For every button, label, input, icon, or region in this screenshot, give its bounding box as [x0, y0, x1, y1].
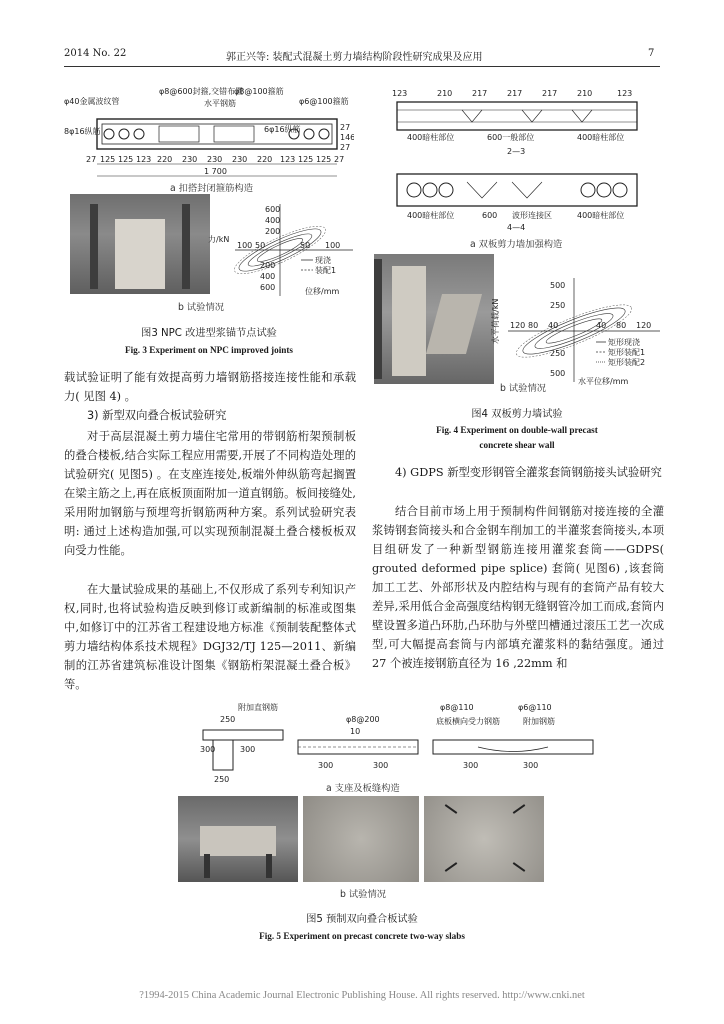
- dim-a6: 210: [577, 89, 593, 98]
- xtick-neg80: 80: [528, 321, 539, 330]
- dim-250a: 250: [220, 715, 236, 724]
- page-number: 7: [648, 48, 655, 59]
- fig5b-photo-1: [178, 796, 298, 882]
- xlabel: 水平位移/mm: [578, 377, 629, 386]
- dim-a2: 210: [437, 89, 453, 98]
- ytick-neg250: 250: [550, 349, 566, 358]
- left-para-1: 载试验证明了能有效提高剪力墙钢筋搭接连接性能和承载力( 见图 4) 。: [64, 371, 356, 403]
- label-stirrup: φ8@600封箍,交错布置: [159, 87, 244, 96]
- legend-1: 矩形现浇: [608, 338, 640, 347]
- dim-5: 220: [157, 155, 173, 164]
- section-4-heading: 4) GDPS 新型变形钢管全灌浆套筒钢筋接头试验研究: [395, 466, 662, 479]
- dim-h1: 27: [340, 123, 351, 132]
- label-added: 附加钢筋: [523, 717, 555, 726]
- fig5-sub-a: a 支座及板缝构造: [326, 783, 400, 794]
- label-rebar2: φ8@110: [440, 703, 474, 712]
- label-rebar3: φ6@110: [518, 703, 552, 712]
- ytick-neg200: 200: [260, 261, 276, 270]
- dim-250b: 250: [214, 775, 230, 784]
- xtick-100: 100: [325, 241, 341, 250]
- label-rebar-top: φ8@100箍筋: [234, 87, 284, 96]
- dim-3: 125: [118, 155, 134, 164]
- fig4b-photo: [374, 254, 494, 384]
- fig3b-photo: [70, 194, 210, 294]
- zone-5: 600: [482, 211, 498, 220]
- label-long2: 6φ16纵筋: [264, 125, 301, 134]
- dim-total: 1 700: [204, 167, 227, 176]
- dim-8: 230: [232, 155, 248, 164]
- fig4-caption-en-1: Fig. 4 Experiment on double-wall precast: [436, 425, 598, 435]
- fig5-sub-b: b 试验情况: [340, 889, 387, 900]
- dim-4: 123: [136, 155, 152, 164]
- dim-300b: 300: [240, 745, 256, 754]
- section-23: 2—3: [507, 147, 526, 156]
- dim-1: 27: [86, 155, 97, 164]
- zone-2: 600一般部位: [487, 133, 535, 142]
- dim-7: 230: [207, 155, 223, 164]
- xtick-50: 50: [300, 241, 311, 250]
- fig5-caption-cn: 图5 预制双向叠合板试验: [306, 914, 418, 925]
- dim-a1: 123: [392, 89, 408, 98]
- dim-10: 123: [280, 155, 296, 164]
- dim-13: 27: [334, 155, 345, 164]
- xtick-40: 40: [596, 321, 607, 330]
- dim-a7: 123: [617, 89, 633, 98]
- ytick-400: 400: [265, 216, 281, 225]
- dim-300e: 300: [463, 761, 479, 770]
- left-para-2: 对于高层混凝土剪力墙住宅常用的带钢筋桁架预制板的叠合楼板,结合实际工程应用需要,开展了不同构造处理的试验研究( 见图5) 。在支座连接处,板端外伸纵筋弯起搁置在梁主筋之上,再在底板顶面附加一道直钢筋。板间接缝处,采用附加钢筋与预埋弯折钢筋两种方案。系列试验研究表明: 通过上述构造加强,可以实现预制混凝土叠合楼板板双向受力性能。: [64, 430, 356, 557]
- dim-300d: 300: [373, 761, 389, 770]
- dim-6: 230: [182, 155, 198, 164]
- zone-7: 400暗柱部位: [577, 211, 625, 220]
- dim-h3: 27: [340, 143, 351, 152]
- fig3-sub-a: a 扣搭封闭箍筋构造: [170, 183, 254, 194]
- left-para-3: 在大量试验成果的基础上,不仅形成了系列专利知识产权,同时,也将试验构造反映到修订或新编制的标准或图集中,如修订中的江苏省工程建设地方标准《预制装配整体式剪力墙结构体系技术规程》DGJ32/TJ 125—2011、新编制的江苏省建筑标准设计图集《钢筋桁架混凝土叠合板》等。: [64, 583, 356, 691]
- label-long1: 8φ16纵筋: [64, 127, 101, 136]
- ytick-500: 500: [550, 281, 566, 290]
- zone-4: 400暗柱部位: [407, 211, 455, 220]
- right-para-1: 结合目前市场上用于预制构件间钢筋对接连接的全灌浆铸钢套筒接头和合金钢车削加工的半灌浆套筒接头,本项目组研发了一种新型钢筋连接用灌浆套筒——GDPS( grouted deformed pipe splice) 套筒( 见图6) ,该套筒加工工艺、外部形状及内腔结构与现有的套筒产品有较大差异,采用低合金高强度结构钢无缝钢管冷加工而成,套筒内壁设置多道凸环肋,凸环肋与外壁凹槽通过滚压工艺一次成型,可大幅提高套筒与内部填充灌浆料的黏结强度。通过 27 个被连接钢筋直径为 16 ,22mm 和: [372, 505, 664, 670]
- xtick-neg120: 120: [510, 321, 526, 330]
- dim-10: 10: [350, 727, 361, 736]
- section-3-heading: 3) 新型双向叠合板试验研究: [87, 409, 227, 422]
- fig5b-photo-3: [424, 796, 544, 882]
- label-corrugated: φ40金属波纹管: [64, 97, 120, 106]
- dim-11: 125: [298, 155, 314, 164]
- fig3-caption-en: Fig. 3 Experiment on NPC improved joints: [124, 345, 293, 355]
- dim-9: 220: [257, 155, 273, 164]
- ytick-600: 600: [265, 205, 281, 214]
- ytick-neg600: 600: [260, 283, 276, 292]
- xtick-neg40: 40: [548, 321, 559, 330]
- fig4b-plot: [478, 276, 662, 386]
- dim-300a: 300: [200, 745, 216, 754]
- ylabel: 水平荷载/kN: [491, 298, 500, 344]
- zone-3: 400暗柱部位: [577, 133, 625, 142]
- fig4-caption-en-2: concrete shear wall: [479, 440, 555, 450]
- fig4-sub-b: b 试验情况: [500, 383, 547, 394]
- zone-1: 400暗柱部位: [407, 133, 455, 142]
- dim-h2: 146: [340, 133, 354, 142]
- fig4-caption-cn: 图4 双板剪力墙试验: [471, 409, 563, 420]
- label-bottom: 底板横向受力钢筋: [436, 717, 500, 726]
- journal-issue: 2014 No. 22: [64, 48, 127, 59]
- header-rule: [64, 66, 660, 67]
- ytick-200: 200: [265, 227, 281, 236]
- label-rebar1: φ8@200: [346, 715, 380, 724]
- copyright-footer: ?1994-2015 China Academic Journal Electronic Publishing House. All rights reserved. http://www.cnki.net: [139, 990, 585, 1001]
- dim-300f: 300: [523, 761, 539, 770]
- fig5-caption-en: Fig. 5 Experiment on precast concrete two-way slabs: [259, 931, 465, 941]
- xtick-80: 80: [616, 321, 627, 330]
- fig3-caption-cn: 图3 NPC 改进型浆锚节点试验: [141, 328, 277, 339]
- fig3-sub-b: b 试验情况: [178, 302, 225, 313]
- zone-6: 波形连接区: [512, 211, 552, 220]
- ylabel: 力/kN: [208, 235, 230, 244]
- label-rebar-right: φ6@100箍筋: [299, 97, 349, 106]
- xlabel: 位移/mm: [305, 287, 340, 296]
- fig4-sub-a: a 双板剪力墙加强构造: [470, 239, 563, 250]
- dim-a3: 217: [472, 89, 488, 98]
- dim-2: 125: [100, 155, 116, 164]
- ytick-neg500: 500: [550, 369, 566, 378]
- fig4a-drawing: [372, 84, 662, 244]
- ytick-neg400: 400: [260, 272, 276, 281]
- xtick-120: 120: [636, 321, 652, 330]
- fig5b-photo-2: [303, 796, 419, 882]
- section-44: 4—4: [507, 223, 526, 232]
- dim-a4: 217: [507, 89, 523, 98]
- dim-a5: 217: [542, 89, 558, 98]
- fig3a-drawing: [64, 84, 354, 194]
- dim-300c: 300: [318, 761, 334, 770]
- xtick-neg100: 100: [237, 241, 253, 250]
- label-horizontal: 水平钢筋: [204, 99, 236, 108]
- legend-2: 装配1: [315, 266, 337, 275]
- legend-2: 矩形装配1: [608, 348, 646, 357]
- ytick-250: 250: [550, 301, 566, 310]
- xtick-neg50: 50: [255, 241, 266, 250]
- fig3b-plot: [205, 202, 355, 298]
- running-title: 郭正兴等: 装配式混凝土剪力墙结构阶段性研究成果及应用: [226, 52, 483, 63]
- label-extra: 附加直钢筋: [238, 703, 278, 712]
- dim-12: 125: [316, 155, 332, 164]
- legend-1: 现浇: [315, 256, 331, 265]
- legend-3: 矩形装配2: [608, 358, 646, 367]
